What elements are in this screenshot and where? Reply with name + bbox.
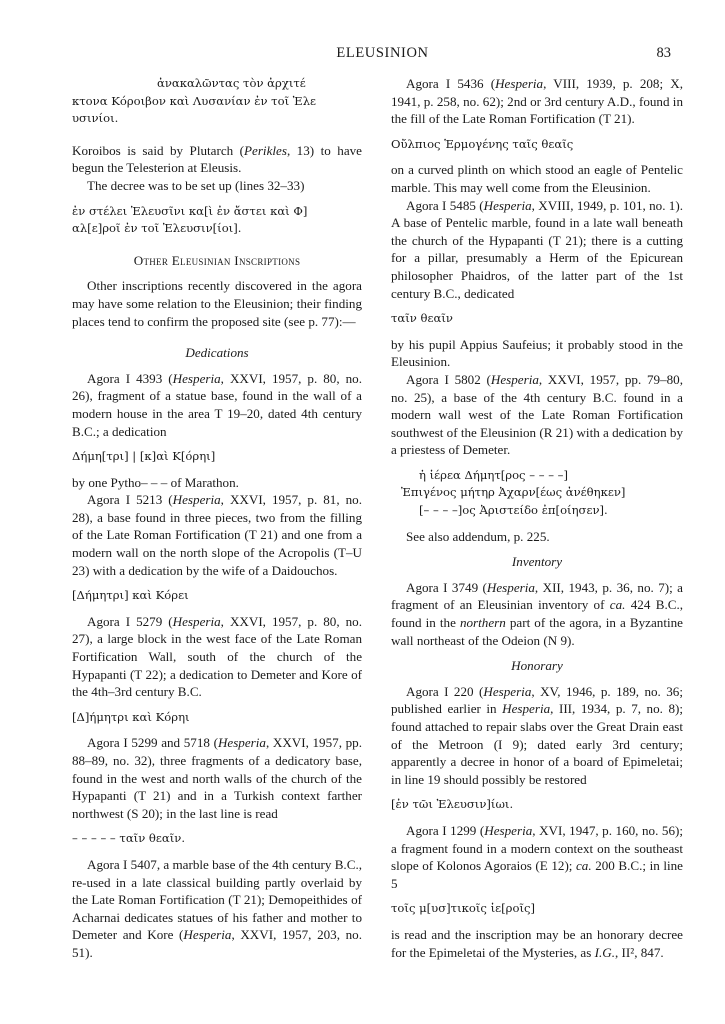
- catalog-entry: Agora I 3749 (Hesperia, XII, 1943, p. 36, no. 7); a fragment of an Eleusinian inventory of ca. 424 B.C., found in the northern part of the agora, in a Byzantine wall northeast of the Odeion (N 9).: [391, 579, 683, 648]
- greek-line: [– – – –]ος Ἀριστείδο ἐπ[οίησεν].: [419, 503, 608, 518]
- greek-line: ἀνακαλῶντας τὸν ἀρχιτέ: [157, 76, 306, 90]
- subheading-dedications: Dedications: [185, 345, 249, 361]
- paragraph: is read and the inscription may be an honorary decree for the Epimeletai of the Mysteries, as I.G., II², 847.: [391, 926, 683, 960]
- greek-line: Οὔλπιος Ἑρμογένης ταῖς θεαῖς: [391, 136, 574, 151]
- greek-line: [Δ]ήμητρι καὶ Κόρηι: [72, 709, 190, 724]
- catalog-entry: Agora I 5279 (Hesperia, XXVI, 1957, p. 80, no. 27), a large block in the west face of the Late Roman Fortification Wall, south of the church of the Hypapanti (T 22); a dedication to Demeter and Kore of the 4th–3rd century B.C.: [72, 613, 362, 700]
- catalog-entry: Agora I 220 (Hesperia, XV, 1946, p. 189, no. 36; published earlier in Hesperia, III, 1934, p. 7, no. 8); found attached to repair slabs over the Great Drain east of the Metroon (I 9); dated early 3rd century; apparently a decree in honor of a board of Epimeletai; in line 19 should possibly be restored: [391, 683, 683, 787]
- paragraph: The decree was to be set up (lines 32–33): [87, 177, 305, 193]
- catalog-entry: Agora I 5407, a marble base of the 4th century B.C., re-used in a late classical building partly overlaid by the Late Roman Fortification (T 21); Demopeithides of Acharnai dedicates statues of his father and mother to Demeter and Kore (Hesperia, XXVI, 1957, 203, no. 51).: [72, 856, 362, 960]
- greek-line: αλ[ε]ροῖ ἐν τοῖ Ἐλευσιν[ίοι].: [72, 221, 242, 236]
- greek-line: ἐν στέλει Ἐλευσῖνι κα[ὶ ἐν ἄστει καὶ Φ]: [72, 203, 308, 218]
- paragraph: See also addendum, p. 225.: [406, 528, 550, 544]
- catalog-entry: Agora I 5802 (Hesperia, XXVI, 1957, pp. 79–80, no. 25), a base of the 4th century B.C. found in a modern wall west of the Late Roman Fortification southwest of the Eleusinion (R 21) with a dedication by a priestess of Demeter.: [391, 371, 684, 458]
- subheading-honorary: Honorary: [511, 658, 563, 674]
- left-column: [72, 75, 362, 962]
- catalog-entry: Agora I 5436 (Hesperia, VIII, 1939, p. 208; X, 1941, p. 258, no. 62); 2nd or 3rd century A.D., found in the fill of the Late Roman Fortification (T 21).: [391, 76, 683, 127]
- catalog-entry: Agora I 5485 (Hesperia, XVIII, 1949, p. 101, no. 1). A base of Pentelic marble, found in a late wall beneath the church of the Hypapanti (T 21); there is a cutting for a pillar, presumably a Herm of the Epicurean philosopher Phaidros, of the latter part of the 1st century B.C., dedicated: [391, 197, 683, 301]
- greek-line: ταῖν θεαῖν: [391, 311, 453, 326]
- greek-line: τοῖς μ[υσ]τικοῖς ἱε[ροῖς]: [391, 901, 536, 916]
- greek-line: Δήμη[τρι] | [κ]αὶ Κ[όρηι]: [72, 449, 216, 464]
- catalog-entry: Agora I 1299 (Hesperia, XVI, 1947, p. 160, no. 56); a fragment found in a modern context on the southeast slope of Kolonos Agoraios (E 12); ca. 200 B.C.; in line 5: [391, 822, 683, 891]
- greek-line: υσινίοι.: [72, 111, 119, 126]
- greek-line: ἡ ἱέρεα Δήμητ[ρος – – – –]: [419, 467, 568, 482]
- page-number: 83: [656, 45, 671, 61]
- paragraph: by one Pytho– – – of Marathon.: [72, 474, 239, 490]
- page-header: [70, 45, 695, 67]
- running-title: ELEUSINION: [336, 45, 429, 61]
- right-column: [391, 75, 683, 961]
- greek-line: Ἐπιγένος μήτηρ Ἀχαρν[έως ἀνέθηκεν]: [401, 485, 626, 500]
- catalog-entry: Agora I 4393 (Hesperia, XXVI, 1957, p. 80, no. 26), fragment of a statue base, found in the wall of a modern house in the area T 19–20, dated 4th century B.C.; a dedication: [72, 370, 362, 439]
- catalog-entry: Agora I 5299 and 5718 (Hesperia, XXVI, 1957, pp. 88–89, no. 32), three fragments of a dedicatory base, found in the west and north walls of the church of the Hypapanti (T 21) and in a Turkish context farther northwest (S 20); in the last line is read: [72, 735, 362, 821]
- greek-line: [Δήμητρι] καὶ Κόρει: [72, 588, 189, 603]
- paragraph: on a curved plinth on which stood an eagle of Pentelic marble. This may well come from the Eleusinion.: [391, 162, 683, 195]
- greek-line: κτονα Κόροιβον καὶ Λυσανίαν ἐν τοῖ Ἐλε: [72, 93, 317, 108]
- paragraph: Other inscriptions recently discovered in the agora may have some relation to the Eleusinion; their finding places tend to confirm the proposed site (see p. 77):—: [72, 278, 362, 329]
- section-heading: Other Eleusinian Inscriptions: [133, 252, 301, 268]
- catalog-entry: Agora I 5213 (Hesperia, XXVI, 1957, p. 81, no. 28), a base found in three pieces, two from the filling of the Late Roman Fortification (T 21) and one from a modern wall on the north slope of the Acropolis (T–U 23) with a dedication by the wife of a Daidouchos.: [72, 492, 362, 578]
- paragraph: Koroibos is said by Plutarch (Perikles, 13) to have begun the Telesterion at Eleusis.: [72, 142, 362, 176]
- greek-line: – – – – – ταῖν θεαῖν.: [72, 831, 186, 846]
- greek-line: [ἐν τῶι Ἐλευσιν]ίωι.: [391, 797, 514, 812]
- subheading-inventory: Inventory: [511, 554, 563, 570]
- paragraph: by his pupil Appius Saufeius; it probably stood in the Eleusinion.: [391, 336, 683, 370]
